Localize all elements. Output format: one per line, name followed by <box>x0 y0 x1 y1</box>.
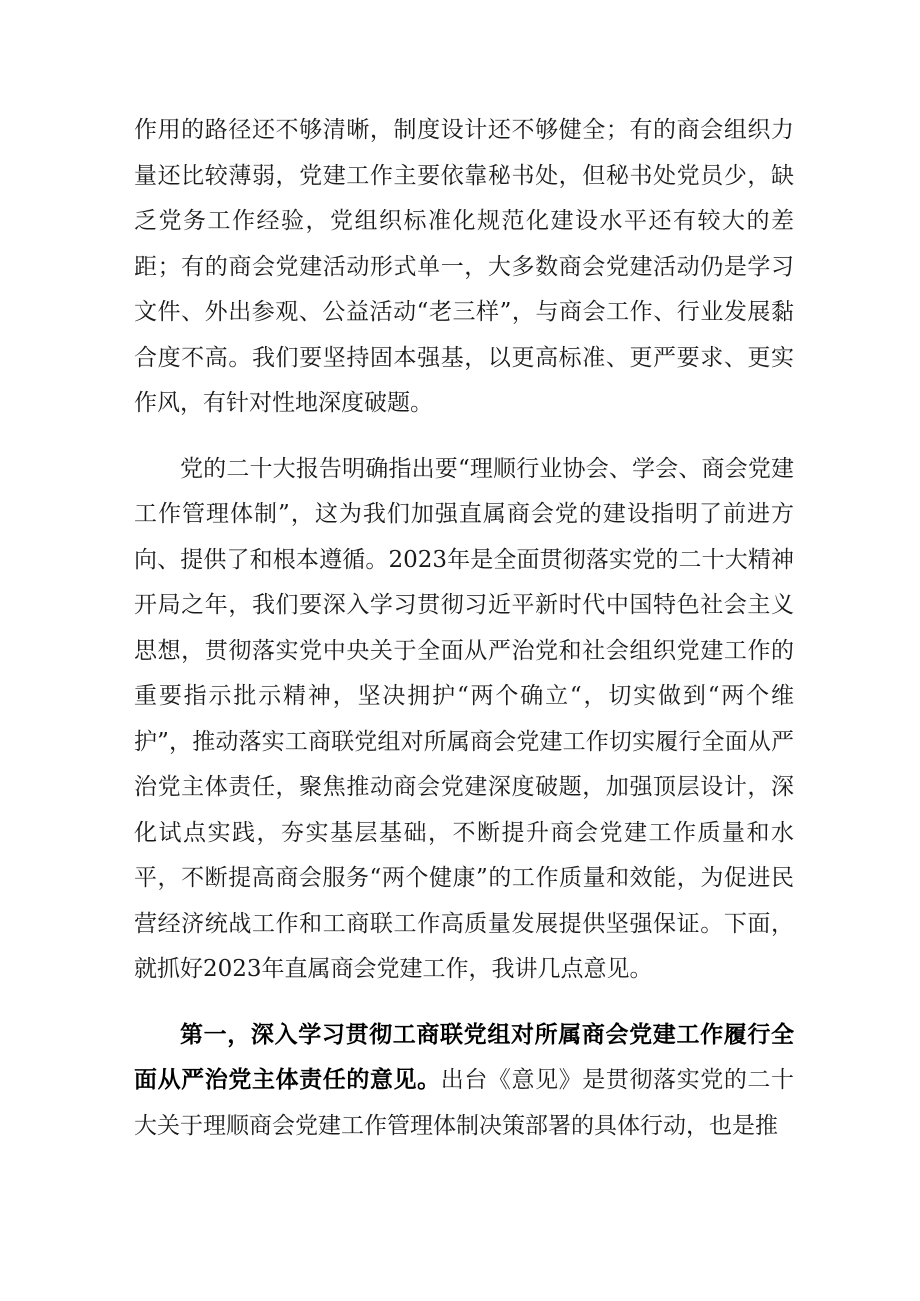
paragraph-3-text: 出台《意见》是贯彻落实党的二十大关于理顺商会党建工作管理体制决策部署的具体行动，也是推 <box>134 1067 795 1139</box>
paragraph-3-heading: 第一，深入学习贯彻工商联党组对所属商会党建工作履行全面从严治党主体责任的意见。 <box>134 1021 794 1093</box>
document-body <box>134 108 794 1149</box>
paragraph-1-text: 作用的路径还不够清晰，制度设计还不够健全；有的商会组织力量还比较薄弱，党建工作主要依靠秘书处，但秘书处党员少，缺乏党务工作经验，党组织标准化规范化建设水平还有较大的差距；有的商会党建活动形式单一，大多数商会党建活动仍是学习文件、外出参观、公益活动“老三样”，与商会工作、行业发展黏合度不高。我们要坚持固本强基，以更高标准、更严要求、更实作风，有针对性地深度破题。 <box>134 117 794 416</box>
paragraph-1 <box>134 108 794 427</box>
paragraph-2 <box>134 447 794 993</box>
paragraph-2-text: 党的二十大报告明确指出要“理顺行业协会、学会、商会党建工作管理体制”，这为我们加强直属商会党的建设指明了前进方向、提供了和根本遵循。2023年是全面贯彻落实党的二十大精神开局之年，我们要深入学习贯彻习近平新时代中国特色社会主义思想，贯彻落实党中央关于全面从严治党和社会组织党建工作的重要指示批示精神，坚决拥护“两个确立“，切实做到“两个维护”，推动落实工商联党组对所属商会党建工作切实履行全面从严治党主体责任，聚焦推动商会党建深度破题，加强顶层设计，深化试点实践，夯实基层基础，不断提升商会党建工作质量和水平，不断提高商会服务“两个健康”的工作质量和效能，为促进民营经济统战工作和工商联工作高质量发展提供坚强保证。下面，就抓好2023年直属商会党建工作，我讲几点意见。 <box>134 455 794 982</box>
paragraph-3 <box>134 1013 794 1150</box>
